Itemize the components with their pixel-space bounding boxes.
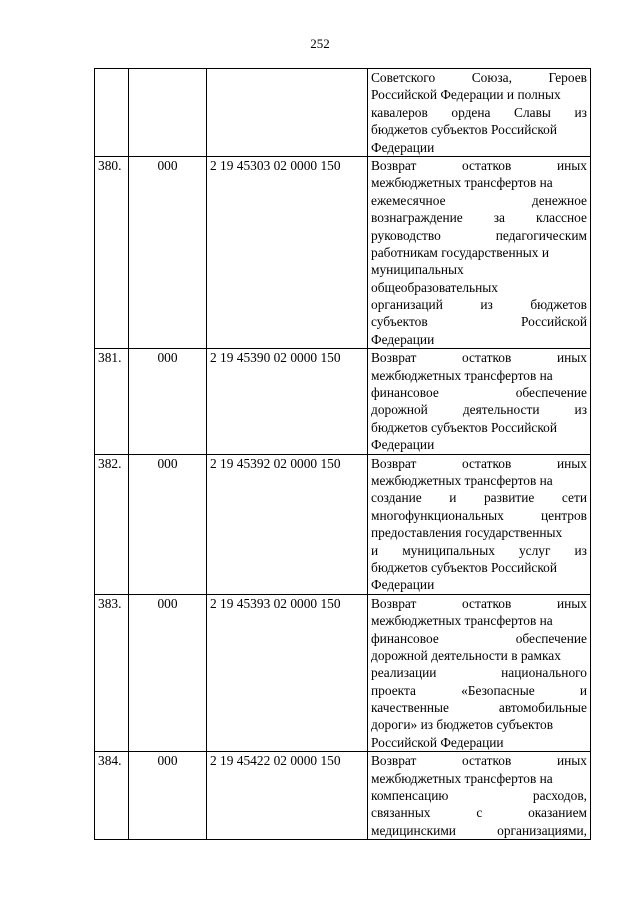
description-word: связанных <box>371 805 431 821</box>
description-word: финансовое <box>371 385 439 401</box>
budget-classification-code-cell: 2 19 45390 02 0000 150 <box>207 349 368 454</box>
budget-code-table <box>94 68 591 840</box>
description-line <box>371 313 587 330</box>
description-word: расходов, <box>532 788 587 804</box>
description-line <box>371 455 587 472</box>
revenue-description-cell <box>368 752 591 840</box>
row-number-cell: 381. <box>95 349 129 454</box>
description-line <box>371 349 587 366</box>
description-word: Российской <box>521 314 587 330</box>
description-word: из <box>574 402 587 418</box>
description-line <box>371 822 587 839</box>
description-word: Советского <box>371 70 436 85</box>
description-word: классное <box>535 210 587 226</box>
description-word: работникам государственных и <box>371 244 550 260</box>
administrator-code-cell: 000 <box>129 156 207 348</box>
description-line <box>371 576 587 593</box>
description-line <box>371 296 587 313</box>
description-line <box>371 157 587 174</box>
description-word: бюджетов субъектов Российской <box>371 559 558 575</box>
description-word: медицинскими <box>371 822 456 838</box>
row-number-cell: 384. <box>95 752 129 840</box>
description-word: оказанием <box>528 805 587 821</box>
budget-classification-code-cell: 2 19 45303 02 0000 150 <box>207 156 368 348</box>
row-number-cell: 380. <box>95 156 129 348</box>
description-word: Российской Федерации <box>371 734 504 750</box>
description-word: ежемесячное <box>371 192 446 208</box>
description-line <box>371 279 587 296</box>
description-line <box>371 192 587 209</box>
description-word: и <box>579 682 587 698</box>
description-word: Возврат <box>371 753 417 769</box>
description-word: Возврат <box>371 350 417 366</box>
administrator-code-cell: 000 <box>129 594 207 752</box>
description-word: Российской Федерации и полных <box>371 87 561 103</box>
description-line <box>371 419 587 436</box>
description-line <box>371 559 587 576</box>
description-word: остатков <box>462 753 512 769</box>
row-number-cell: 382. <box>95 454 129 594</box>
description-line <box>371 401 587 418</box>
administrator-code-cell <box>129 69 207 157</box>
description-word: межбюджетных трансфертов на <box>371 613 553 629</box>
description-word: и <box>371 542 379 558</box>
description-word: руководство <box>371 227 441 243</box>
table-body <box>95 69 591 840</box>
description-word: многофункциональных <box>371 507 504 523</box>
description-line <box>371 489 587 506</box>
description-word: Героев <box>548 70 587 85</box>
description-word: организациями, <box>497 822 587 838</box>
description-word: «Безопасные <box>461 682 535 698</box>
description-word: Федерации <box>371 577 435 593</box>
description-word: Возврат <box>371 157 417 173</box>
budget-classification-code-cell: 2 19 45392 02 0000 150 <box>207 454 368 594</box>
description-word: межбюджетных трансфертов на <box>371 770 553 786</box>
budget-classification-code-cell <box>207 69 368 157</box>
description-line <box>371 770 587 787</box>
description-line <box>371 595 587 612</box>
table-row <box>95 594 591 752</box>
description-word: бюджетов субъектов Российской <box>371 419 558 435</box>
description-line <box>371 139 587 156</box>
description-word: качественные <box>371 700 449 716</box>
revenue-description-cell <box>368 349 591 454</box>
description-line <box>371 664 587 681</box>
description-line <box>371 647 587 664</box>
description-line <box>371 472 587 489</box>
description-word: муниципальных <box>371 262 464 278</box>
table-row <box>95 752 591 840</box>
description-line <box>371 244 587 261</box>
description-word: ордена <box>451 104 491 120</box>
description-word: остатков <box>462 455 512 471</box>
description-word: муниципальных <box>402 542 495 558</box>
description-word: обеспечение <box>515 630 587 646</box>
description-line <box>371 716 587 733</box>
description-word: сети <box>561 490 587 506</box>
table-row <box>95 69 591 157</box>
description-word: из <box>574 542 587 558</box>
description-line <box>371 227 587 244</box>
description-line <box>371 507 587 524</box>
description-line <box>371 682 587 699</box>
description-line <box>371 69 587 86</box>
description-line <box>371 384 587 401</box>
row-number-cell <box>95 69 129 157</box>
administrator-code-cell: 000 <box>129 752 207 840</box>
description-line <box>371 86 587 103</box>
description-line <box>371 612 587 629</box>
description-word: компенсацию <box>371 788 449 804</box>
table-row <box>95 454 591 594</box>
description-word: бюджетов <box>530 297 587 313</box>
description-line <box>371 542 587 559</box>
administrator-code-cell: 000 <box>129 349 207 454</box>
row-number-cell: 383. <box>95 594 129 752</box>
description-word: дорожной <box>371 402 428 418</box>
description-word: национального <box>501 665 587 681</box>
description-word: создание <box>371 490 422 506</box>
description-word: обеспечение <box>515 385 587 401</box>
description-word: центров <box>540 507 587 523</box>
description-word: с <box>476 805 483 821</box>
revenue-description-cell <box>368 156 591 348</box>
description-word: Федерации <box>371 331 435 347</box>
description-word: иных <box>556 753 587 769</box>
description-line <box>371 524 587 541</box>
description-word: услуг <box>518 542 551 558</box>
description-word: развитие <box>483 490 535 506</box>
description-line <box>371 804 587 821</box>
revenue-description-cell <box>368 594 591 752</box>
description-word: организаций <box>371 297 443 313</box>
description-word: предоставления государственных <box>371 525 563 541</box>
description-word: межбюджетных трансфертов на <box>371 472 553 488</box>
description-word: остатков <box>462 157 512 173</box>
description-word: педагогическим <box>495 227 587 243</box>
description-word: дорожной деятельности в рамках <box>371 647 561 663</box>
description-line <box>371 174 587 191</box>
description-word: Славы <box>514 104 551 120</box>
description-line <box>371 699 587 716</box>
description-word: Федерации <box>371 139 435 155</box>
description-word: межбюджетных трансфертов на <box>371 175 553 191</box>
description-word: иных <box>556 595 587 611</box>
description-line <box>371 630 587 647</box>
budget-classification-code-cell: 2 19 45422 02 0000 150 <box>207 752 368 840</box>
description-word: общеобразовательных <box>371 279 499 295</box>
description-word: Федерации <box>371 437 435 453</box>
description-line <box>371 331 587 348</box>
administrator-code-cell: 000 <box>129 454 207 594</box>
description-line <box>371 104 587 121</box>
description-word: Возврат <box>371 455 417 471</box>
description-word: бюджетов субъектов Российской <box>371 122 558 138</box>
table-row <box>95 156 591 348</box>
description-line <box>371 436 587 453</box>
revenue-description-cell <box>368 454 591 594</box>
description-word: иных <box>556 350 587 366</box>
description-word: межбюджетных трансфертов на <box>371 367 553 383</box>
description-word: дороги» из бюджетов субъектов <box>371 717 554 733</box>
description-line <box>371 209 587 226</box>
description-word: деятельности <box>462 402 540 418</box>
description-word: реализации <box>371 665 437 681</box>
description-word: Союза, <box>471 70 512 85</box>
description-word: иных <box>556 455 587 471</box>
budget-classification-code-cell: 2 19 45393 02 0000 150 <box>207 594 368 752</box>
description-line <box>371 121 587 138</box>
description-word: остатков <box>462 350 512 366</box>
description-word: иных <box>556 157 587 173</box>
description-line <box>371 734 587 751</box>
revenue-description-cell <box>368 69 591 157</box>
description-word: проекта <box>371 682 416 698</box>
description-word: финансовое <box>371 630 439 646</box>
description-word: из <box>574 104 587 120</box>
description-word: из <box>480 297 493 313</box>
description-word: денежное <box>531 192 587 208</box>
description-word: остатков <box>462 595 512 611</box>
page-number: 252 <box>310 36 330 51</box>
description-line <box>371 752 587 769</box>
description-word: и <box>449 490 457 506</box>
description-line <box>371 367 587 384</box>
description-word: автомобильные <box>498 700 587 716</box>
description-word: субъектов <box>371 314 428 330</box>
description-word: Возврат <box>371 595 417 611</box>
description-line <box>371 787 587 804</box>
table-row <box>95 349 591 454</box>
description-word: за <box>493 210 505 226</box>
description-word: вознаграждение <box>371 210 463 226</box>
description-line <box>371 261 587 278</box>
description-word: кавалеров <box>371 104 428 120</box>
